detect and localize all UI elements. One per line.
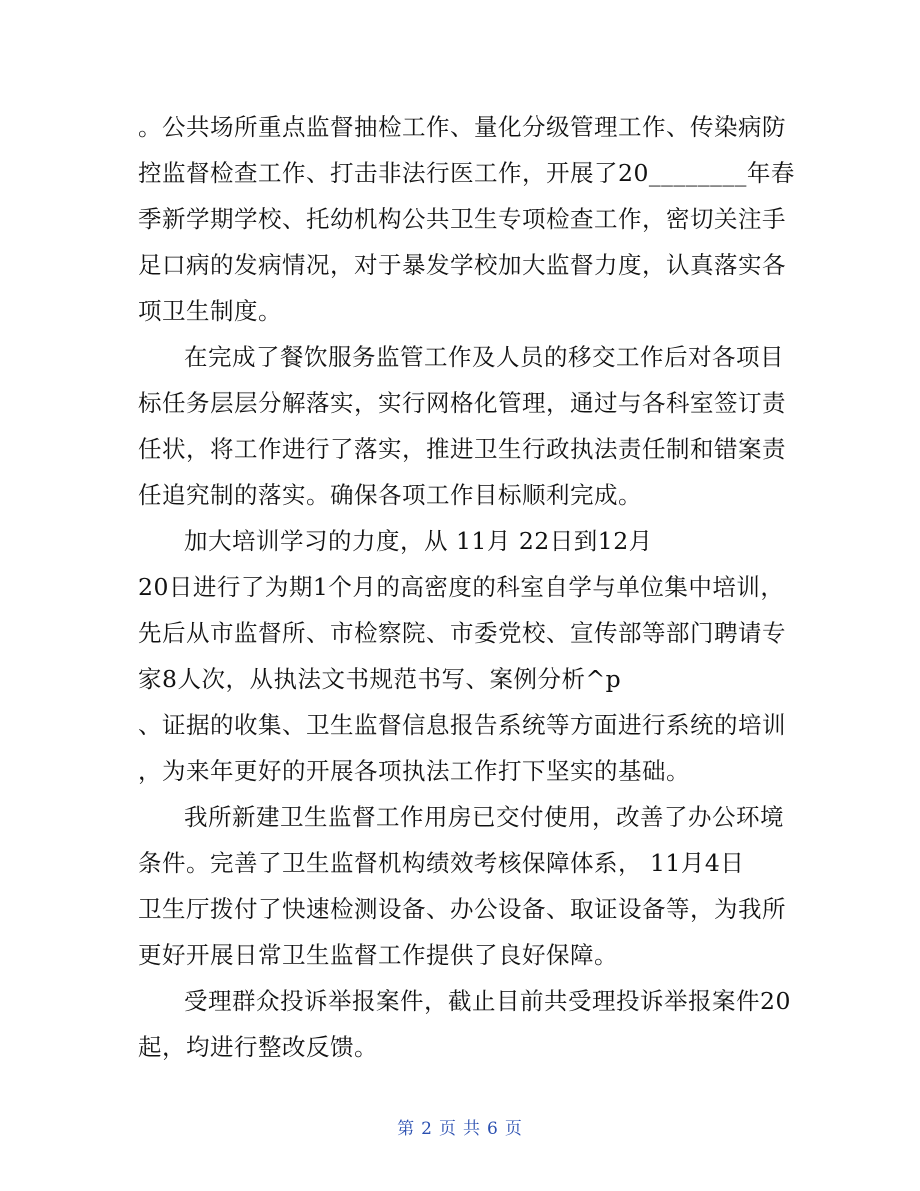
footer-page-word: 页	[439, 1119, 457, 1139]
paragraph-start-line: 在完成了餐饮服务监管工作及人员的移交工作后对各项目	[184, 343, 784, 371]
text-line: 20日进行了为期1个月的高密度的科室自学与单位集中培训，	[138, 573, 785, 601]
footer-total-word: 共	[463, 1119, 481, 1139]
text-line: 卫生厅拨付了快速检测设备、办公设备、取证设备等，为我所	[138, 895, 786, 923]
total-pages-number: 6	[487, 1119, 499, 1139]
text-line: 更好开展日常卫生监督工作提供了良好保障。	[138, 941, 618, 969]
text-line: ，为来年更好的开展各项执法工作打下坚实的基础。	[138, 757, 690, 785]
text-line: 任状，将工作进行了落实，推进卫生行政执法责任制和错案责	[138, 435, 786, 463]
text-line: 起，均进行整改反馈。	[138, 1033, 378, 1061]
paragraph-start-line: 我所新建卫生监督工作用房已交付使用，改善了办公环境	[184, 803, 784, 831]
text-line: 。公共场所重点监督抽检工作、量化分级管理工作、传染病防	[138, 113, 786, 141]
footer-prefix: 第	[397, 1119, 416, 1139]
current-page-number: 2	[421, 1119, 433, 1139]
text-line: 条件。完善了卫生监督机构绩效考核保障体系， 11月4日	[138, 849, 745, 877]
text-line: 控监督检查工作、打击非法行医工作，开展了20________年春	[138, 159, 795, 187]
page-number-footer	[0, 1114, 920, 1139]
text-line: 足口病的发病情况，对于暴发学校加大监督力度，认真落实各	[138, 251, 786, 279]
text-line: 季新学期学校、托幼机构公共卫生专项检查工作，密切关注手	[138, 205, 786, 233]
paragraph-start-line: 加大培训学习的力度，从 11月 22日到12月	[184, 527, 653, 555]
paragraph-start-line: 受理群众投诉举报案件，截止目前共受理投诉举报案件20	[184, 987, 791, 1015]
text-line: 、证据的收集、卫生监督信息报告系统等方面进行系统的培训	[138, 711, 786, 739]
footer-suffix: 页	[504, 1119, 523, 1139]
text-line: 家8人次，从执法文书规范书写、案例分析^p	[138, 665, 622, 693]
document-body	[138, 104, 795, 1070]
text-line: 标任务层层分解落实，实行网格化管理，通过与各科室签订责	[138, 389, 786, 417]
text-line: 项卫生制度。	[138, 297, 282, 325]
text-line: 先后从市监督所、市检察院、市委党校、宣传部等部门聘请专	[138, 619, 786, 647]
text-line: 任追究制的落实。确保各项工作目标顺利完成。	[138, 481, 642, 509]
